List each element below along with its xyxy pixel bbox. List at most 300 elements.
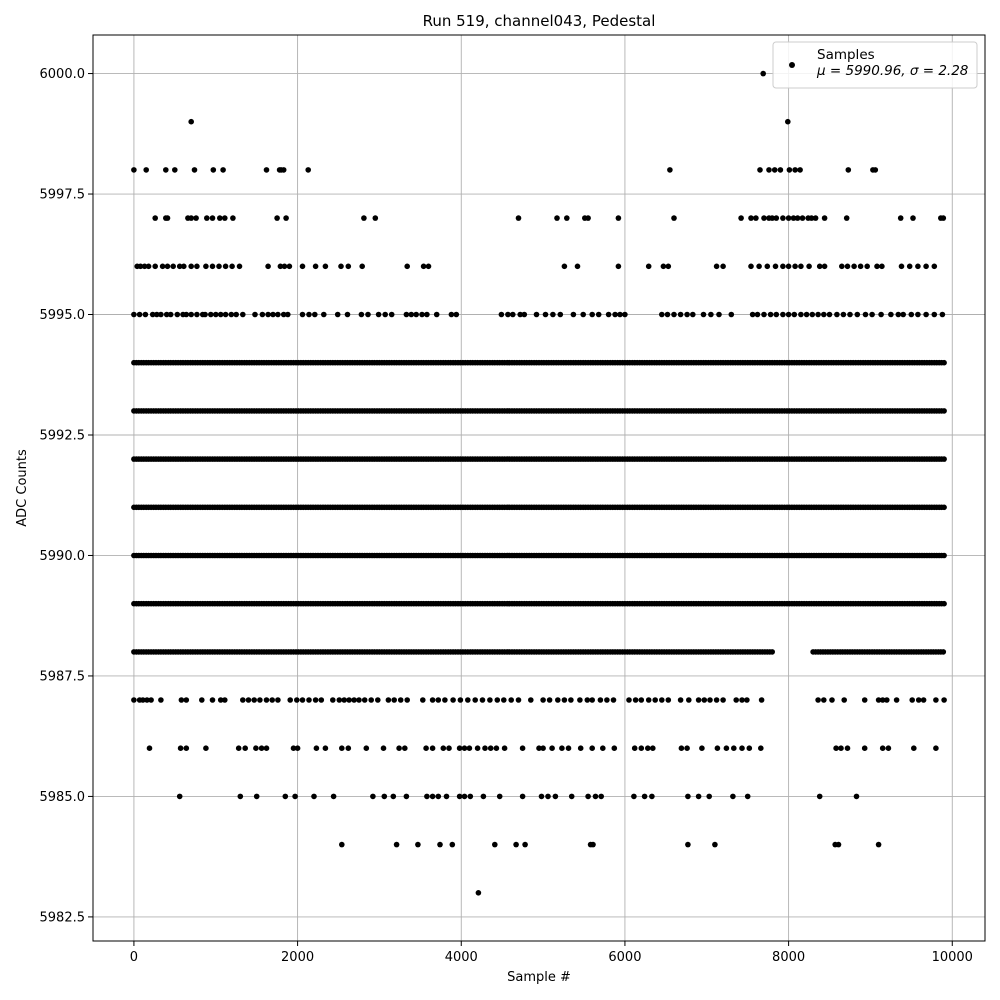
data-point (659, 697, 665, 703)
data-point (873, 167, 879, 173)
data-point (510, 312, 516, 318)
data-point (341, 697, 347, 703)
data-point (646, 264, 652, 270)
data-point (314, 745, 320, 751)
x-tick-label: 0 (129, 950, 139, 965)
data-point (639, 745, 645, 751)
data-point (305, 167, 311, 173)
data-point (941, 456, 947, 462)
data-point (472, 697, 478, 703)
data-point (482, 745, 488, 751)
data-point (306, 697, 312, 703)
data-point (540, 745, 546, 751)
data-point (237, 264, 243, 270)
data-point (495, 697, 501, 703)
data-point (589, 697, 595, 703)
data-point (739, 697, 745, 703)
data-point (598, 697, 604, 703)
data-point (270, 312, 276, 318)
data-point (331, 794, 337, 800)
data-point (841, 697, 847, 703)
data-point (481, 794, 487, 800)
data-point (616, 264, 622, 270)
data-point (184, 697, 190, 703)
data-point (869, 312, 875, 318)
data-point (282, 264, 288, 270)
data-point (210, 264, 216, 270)
data-point (714, 697, 720, 703)
data-point (181, 264, 187, 270)
data-point (413, 312, 419, 318)
data-point (702, 697, 708, 703)
data-point (257, 697, 263, 703)
data-point (941, 697, 947, 703)
data-point (795, 215, 801, 221)
data-point (300, 697, 306, 703)
data-point (593, 794, 599, 800)
data-point (941, 505, 947, 511)
data-point (163, 167, 169, 173)
data-point (761, 312, 767, 318)
data-point (223, 264, 229, 270)
data-point (545, 794, 551, 800)
data-point (131, 697, 137, 703)
data-point (213, 312, 219, 318)
data-point (281, 167, 287, 173)
data-point (555, 697, 561, 703)
legend-marker (789, 62, 795, 68)
data-point (230, 215, 236, 221)
data-point (434, 312, 440, 318)
data-point (747, 745, 753, 751)
data-point (846, 167, 852, 173)
data-point (554, 215, 560, 221)
data-point (165, 264, 171, 270)
data-point (194, 264, 200, 270)
data-point (716, 312, 722, 318)
x-tick-label: 4000 (444, 950, 478, 965)
data-point (836, 842, 842, 848)
data-point (285, 312, 291, 318)
data-point (792, 312, 798, 318)
data-point (188, 264, 194, 270)
data-point (450, 697, 456, 703)
data-point (815, 697, 821, 703)
data-point (264, 167, 270, 173)
data-point (539, 794, 545, 800)
data-point (941, 408, 947, 414)
data-point (780, 215, 786, 221)
data-point (264, 697, 270, 703)
data-point (265, 264, 271, 270)
data-point (391, 697, 397, 703)
data-point (780, 312, 786, 318)
data-point (774, 215, 780, 221)
data-point (499, 312, 505, 318)
data-point (690, 312, 696, 318)
data-point (780, 264, 786, 270)
data-point (143, 312, 149, 318)
data-point (211, 167, 217, 173)
data-point (566, 745, 572, 751)
data-point (218, 312, 224, 318)
data-point (441, 745, 447, 751)
data-point (204, 215, 210, 221)
data-point (148, 697, 154, 703)
data-point (430, 697, 436, 703)
data-point (516, 697, 522, 703)
data-point (283, 215, 289, 221)
data-point (364, 745, 370, 751)
data-point (396, 745, 402, 751)
data-point (844, 215, 850, 221)
data-point (564, 215, 570, 221)
y-tick-label: 5985.0 (39, 789, 85, 805)
data-point (458, 697, 464, 703)
data-point (932, 312, 938, 318)
data-point (911, 745, 917, 751)
data-point (430, 745, 436, 751)
data-point (685, 842, 691, 848)
data-point (338, 264, 344, 270)
data-point (915, 312, 921, 318)
data-point (160, 264, 166, 270)
data-point (590, 842, 596, 848)
data-point (645, 745, 651, 751)
data-point (260, 312, 266, 318)
data-point (323, 745, 329, 751)
data-point (701, 312, 707, 318)
data-point (804, 312, 810, 318)
data-point (798, 312, 804, 318)
data-point (275, 312, 281, 318)
data-point (488, 745, 494, 751)
data-point (821, 312, 827, 318)
data-point (757, 167, 763, 173)
data-point (365, 312, 371, 318)
data-point (559, 745, 565, 751)
data-point (879, 264, 885, 270)
data-point (178, 745, 184, 751)
data-point (797, 167, 803, 173)
data-point (415, 842, 421, 848)
data-point (611, 697, 617, 703)
data-point (851, 264, 857, 270)
data-point (932, 264, 938, 270)
data-point (833, 745, 839, 751)
data-point (622, 312, 628, 318)
data-point (684, 312, 690, 318)
data-point (558, 312, 564, 318)
data-point (287, 264, 293, 270)
data-point (659, 312, 665, 318)
data-point (373, 215, 379, 221)
data-point (457, 745, 463, 751)
data-point (631, 794, 637, 800)
data-point (426, 264, 432, 270)
data-point (179, 697, 185, 703)
data-point (696, 794, 702, 800)
data-point (251, 697, 257, 703)
data-point (381, 745, 387, 751)
data-point (679, 745, 685, 751)
data-point (202, 312, 208, 318)
data-point (817, 264, 823, 270)
data-point (480, 697, 486, 703)
data-point (462, 794, 468, 800)
data-point (845, 264, 851, 270)
data-point (534, 312, 540, 318)
data-point (633, 697, 639, 703)
data-point (394, 842, 400, 848)
data-point (339, 842, 345, 848)
data-point (203, 745, 209, 751)
data-point (505, 312, 511, 318)
data-point (475, 745, 481, 751)
data-point (210, 697, 216, 703)
data-point (172, 167, 178, 173)
data-point (712, 842, 718, 848)
data-point (806, 264, 812, 270)
data-point (233, 312, 239, 318)
data-point (275, 697, 281, 703)
data-point (528, 697, 534, 703)
data-point (813, 215, 819, 221)
y-tick-label: 5997.5 (39, 187, 85, 203)
data-point (748, 215, 754, 221)
data-point (773, 264, 779, 270)
data-point (330, 697, 336, 703)
data-point (900, 312, 906, 318)
data-point (671, 312, 677, 318)
data-point (685, 794, 691, 800)
data-point (300, 264, 306, 270)
data-point (319, 697, 325, 703)
data-point (222, 215, 228, 221)
data-point (476, 890, 482, 896)
data-point (731, 745, 737, 751)
data-point (876, 842, 882, 848)
data-point (907, 264, 913, 270)
data-point (786, 215, 792, 221)
data-point (838, 745, 844, 751)
data-point (175, 312, 181, 318)
data-point (402, 745, 408, 751)
data-point (540, 697, 546, 703)
data-point (450, 842, 456, 848)
data-point (253, 745, 259, 751)
data-point (287, 697, 293, 703)
data-point (229, 312, 235, 318)
data-point (236, 745, 242, 751)
data-point (923, 312, 929, 318)
data-point (858, 264, 864, 270)
data-point (933, 697, 939, 703)
data-point (766, 167, 772, 173)
legend (773, 42, 977, 88)
data-point (446, 745, 452, 751)
data-point (424, 312, 430, 318)
data-point (571, 312, 577, 318)
x-tick-label: 2000 (281, 950, 315, 965)
data-point (661, 264, 667, 270)
data-point (346, 745, 352, 751)
data-point (547, 697, 553, 703)
data-point (730, 794, 736, 800)
data-point (941, 553, 947, 559)
data-point (165, 215, 171, 221)
data-point (745, 794, 751, 800)
data-point (744, 697, 750, 703)
data-point (419, 312, 425, 318)
data-point (706, 794, 712, 800)
data-point (671, 215, 677, 221)
data-point (921, 697, 927, 703)
data-point (368, 697, 374, 703)
data-point (585, 215, 591, 221)
data-point (240, 697, 246, 703)
data-point (337, 697, 343, 703)
data-point (941, 649, 947, 655)
data-point (292, 794, 298, 800)
data-point (188, 215, 194, 221)
data-point (839, 264, 845, 270)
data-point (362, 697, 368, 703)
data-point (188, 312, 194, 318)
data-point (220, 167, 226, 173)
data-point (502, 745, 508, 751)
data-point (382, 312, 388, 318)
data-point (878, 312, 884, 318)
data-point (550, 312, 556, 318)
data-point (815, 312, 821, 318)
data-point (356, 697, 362, 703)
plot-area (93, 35, 985, 941)
data-point (306, 312, 312, 318)
data-point (259, 745, 265, 751)
data-point (650, 745, 656, 751)
data-point (646, 697, 652, 703)
data-point (696, 697, 702, 703)
data-point (834, 312, 840, 318)
data-point (152, 264, 158, 270)
data-point (575, 264, 581, 270)
data-point (543, 312, 549, 318)
data-point (568, 697, 574, 703)
data-point (862, 745, 868, 751)
data-point (382, 794, 388, 800)
data-point (933, 745, 939, 751)
data-point (738, 215, 744, 221)
data-point (437, 842, 443, 848)
data-point (841, 312, 847, 318)
data-point (361, 215, 367, 221)
data-point (184, 745, 190, 751)
data-point (295, 745, 301, 751)
data-point (294, 697, 300, 703)
data-point (562, 697, 568, 703)
data-point (147, 745, 153, 751)
data-point (774, 312, 780, 318)
data-point (649, 794, 655, 800)
data-point (192, 167, 198, 173)
data-point (759, 697, 765, 703)
chart-title: Run 519, channel043, Pedestal (422, 12, 656, 30)
data-point (829, 697, 835, 703)
data-point (768, 312, 774, 318)
data-point (915, 264, 921, 270)
data-point (508, 697, 514, 703)
data-point (339, 745, 345, 751)
data-point (612, 745, 618, 751)
data-point (520, 745, 526, 751)
data-point (454, 312, 460, 318)
data-point (313, 264, 319, 270)
data-point (497, 794, 503, 800)
data-point (699, 745, 705, 751)
data-point (222, 697, 228, 703)
data-point (520, 794, 526, 800)
data-point (739, 745, 745, 751)
data-point (168, 312, 174, 318)
data-point (909, 312, 915, 318)
data-point (772, 167, 778, 173)
data-point (208, 312, 214, 318)
data-point (755, 312, 761, 318)
data-point (436, 794, 442, 800)
data-point (941, 360, 947, 366)
data-point (580, 312, 586, 318)
data-point (750, 312, 756, 318)
data-point (246, 697, 252, 703)
data-point (424, 794, 430, 800)
data-point (666, 697, 672, 703)
data-point (170, 264, 176, 270)
data-point (923, 264, 929, 270)
data-point (386, 697, 392, 703)
data-point (274, 215, 280, 221)
data-point (389, 312, 395, 318)
data-point (909, 697, 915, 703)
data-point (131, 167, 137, 173)
data-point (798, 264, 804, 270)
data-point (899, 264, 905, 270)
data-point (449, 312, 455, 318)
data-point (632, 745, 638, 751)
data-point (724, 745, 730, 751)
data-point (335, 312, 341, 318)
data-point (707, 697, 713, 703)
data-point (430, 794, 436, 800)
data-point (420, 697, 426, 703)
data-point (152, 215, 158, 221)
data-point (686, 697, 692, 703)
data-point (465, 697, 471, 703)
data-point (817, 794, 823, 800)
data-point (760, 71, 766, 77)
data-point (492, 842, 498, 848)
data-point (708, 312, 714, 318)
data-point (756, 264, 762, 270)
data-point (941, 215, 947, 221)
data-point (720, 264, 726, 270)
data-point (404, 794, 410, 800)
data-point (898, 215, 904, 221)
data-point (778, 167, 784, 173)
data-point (283, 794, 289, 800)
data-point (462, 745, 468, 751)
data-point (604, 697, 610, 703)
